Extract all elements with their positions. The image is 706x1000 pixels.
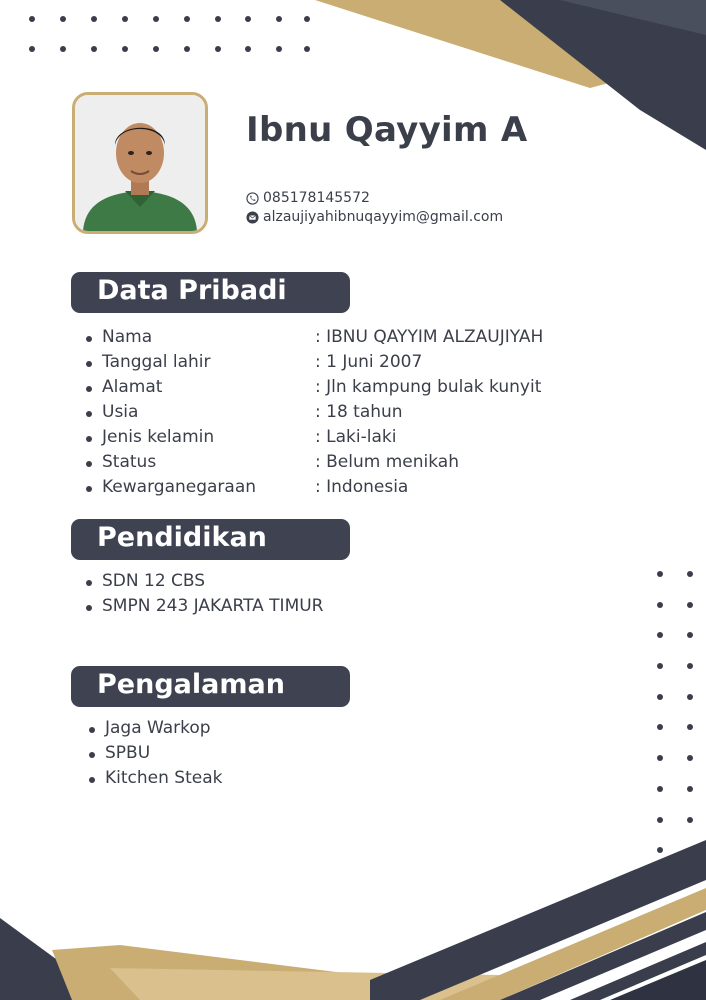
bullet-icon [86,436,92,442]
bullet-icon [86,386,92,392]
education-section-title: Pendidikan [97,522,267,553]
email-contact [246,209,503,225]
bullet-icon [86,461,92,467]
phone-number: 085178145572 [263,190,370,206]
bullet-icon [89,777,95,783]
bullet-icon [86,411,92,417]
email-icon [246,211,259,224]
bullet-icon [86,361,92,367]
bullet-icon [86,486,92,492]
bullet-icon [89,752,95,758]
education-section-header [71,519,350,560]
profile-photo [72,92,208,234]
phone-icon [246,192,259,205]
experience-section-header [71,666,350,707]
personal-section-header [71,272,350,313]
bullet-icon [86,336,92,342]
profile-name: Ibnu Qayyim A [246,110,528,150]
phone-contact [246,190,370,206]
bullet-icon [86,580,92,586]
email-address: alzaujiyahibnuqayyim@gmail.com [263,209,504,225]
bullet-icon [86,605,92,611]
bullet-icon [89,727,95,733]
personal-section-title: Data Pribadi [97,275,287,306]
experience-section-title: Pengalaman [97,669,285,700]
